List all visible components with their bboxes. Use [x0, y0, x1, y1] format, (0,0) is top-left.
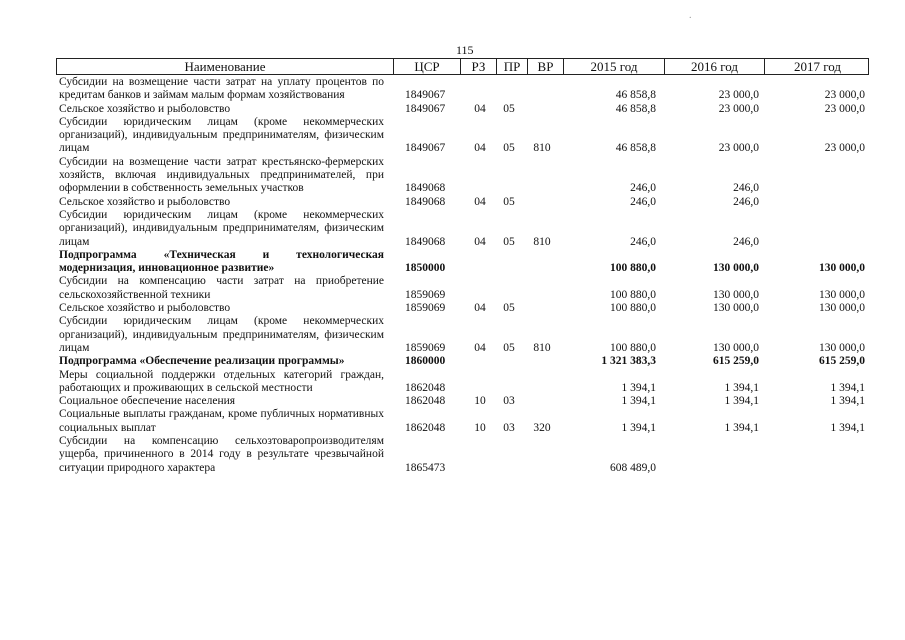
row-value-2016: 1 394,1	[724, 421, 759, 434]
table-row	[56, 156, 871, 196]
row-pr: 05	[503, 341, 515, 354]
row-rz	[468, 89, 492, 102]
row-vr	[527, 103, 557, 116]
row-csr: 1862048	[405, 381, 446, 394]
row-rz: 10	[474, 421, 486, 434]
row-rz: 04	[474, 102, 486, 115]
row-rz	[468, 182, 492, 195]
row-value-2016: 130 000,0	[713, 262, 759, 275]
row-value-2016: 130 000,0	[713, 288, 759, 301]
row-vr	[527, 262, 557, 275]
row-value-2017: 23 000,0	[824, 102, 865, 115]
row-value-2015: 100 880,0	[610, 341, 656, 354]
row-value-2017: 1 394,1	[830, 421, 865, 434]
row-value-2015: 46 858,8	[615, 89, 656, 102]
header-pr: ПР	[496, 59, 527, 74]
table-row	[56, 116, 871, 156]
row-value-2016: 130 000,0	[713, 341, 759, 354]
row-name: Сельское хозяйство и рыболовство	[59, 102, 231, 115]
row-vr	[527, 382, 557, 395]
row-rz: 04	[474, 302, 486, 315]
row-pr: 03	[503, 395, 515, 408]
row-vr	[527, 462, 557, 475]
page-number: 115	[456, 43, 474, 57]
row-value-2015: 246,0	[630, 195, 656, 208]
row-csr: 1849068	[405, 182, 446, 195]
row-pr	[497, 89, 521, 102]
row-value-2016: 615 259,0	[713, 355, 759, 368]
row-name: Субсидии юридическим лицам (кроме некоммерческих организаций), индивидуальным предпринимателям, физическим лицам	[59, 115, 384, 155]
corner-mark: .	[689, 10, 692, 21]
row-value-2015: 1 321 383,3	[601, 355, 656, 368]
row-value-2016: 1 394,1	[724, 381, 759, 394]
table-row	[56, 76, 871, 103]
row-value-2016: 246,0	[733, 195, 759, 208]
row-name: Субсидии на возмещение части затрат на уплату процентов по кредитам банков и займам малым формам хозяйствования	[59, 76, 384, 102]
row-rz: 04	[474, 142, 486, 155]
row-name: Субсидии юридическим лицам (кроме некоммерческих организаций), индивидуальным предпринимателям, физическим лицам	[59, 208, 384, 248]
row-name: Субсидии на компенсацию сельхозтоваропроизводителям ущерба, причиненного в 2014 году в результате чрезвычайной ситуации природного характера	[59, 435, 384, 474]
row-rz: 10	[474, 395, 486, 408]
table-row	[56, 315, 871, 355]
row-value-2017: 615 259,0	[819, 355, 865, 368]
header-vr: ВР	[527, 59, 563, 74]
row-vr: 810	[533, 341, 551, 354]
row-vr	[527, 395, 557, 408]
row-name: Социальное обеспечение населения	[59, 395, 236, 408]
row-value-2015: 100 880,0	[610, 262, 656, 275]
row-value-2017: 1 394,1	[830, 395, 865, 408]
row-csr: 1859069	[405, 288, 446, 301]
row-vr	[527, 182, 557, 195]
row-value-2016: 23 000,0	[718, 142, 759, 155]
row-name: Подпрограмма «Техническая и технологическая модернизация, инновационное развитие»	[59, 248, 384, 275]
row-pr: 03	[503, 421, 515, 434]
row-value-2015: 608 489,0	[610, 461, 656, 474]
row-vr	[527, 302, 557, 315]
row-rz: 04	[474, 235, 486, 248]
row-value-2017: 130 000,0	[819, 262, 865, 275]
row-csr: 1862048	[405, 421, 446, 434]
row-value-2015: 1 394,1	[621, 421, 656, 434]
row-rz	[468, 289, 492, 302]
row-csr: 1849068	[405, 235, 446, 248]
row-rz	[468, 262, 492, 275]
row-vr	[527, 196, 557, 209]
row-csr: 1859069	[405, 341, 446, 354]
row-value-2016: 23 000,0	[718, 89, 759, 102]
row-vr: 810	[533, 142, 551, 155]
row-value-2017: 130 000,0	[819, 302, 865, 315]
row-value-2017: 130 000,0	[819, 288, 865, 301]
row-name: Подпрограмма «Обеспечение реализации программы»	[59, 355, 345, 368]
row-vr	[527, 355, 557, 368]
row-vr	[527, 289, 557, 302]
row-vr: 320	[533, 421, 551, 434]
row-csr: 1860000	[405, 355, 446, 368]
row-rz	[468, 355, 492, 368]
table-body	[56, 76, 871, 475]
table-row	[56, 196, 871, 209]
row-value-2016: 246,0	[733, 182, 759, 195]
row-value-2017: 23 000,0	[824, 142, 865, 155]
row-csr: 1865473	[405, 461, 446, 474]
row-value-2015: 246,0	[630, 235, 656, 248]
table-row	[56, 369, 871, 396]
row-value-2015: 46 858,8	[615, 142, 656, 155]
row-value-2016: 23 000,0	[718, 102, 759, 115]
row-csr: 1850000	[405, 262, 446, 275]
row-value-2015: 1 394,1	[621, 381, 656, 394]
row-csr: 1849068	[405, 195, 446, 208]
row-pr	[497, 462, 521, 475]
table-header	[56, 58, 869, 75]
table-row	[56, 275, 871, 302]
row-pr: 05	[503, 235, 515, 248]
row-csr: 1862048	[405, 395, 446, 408]
row-name: Сельское хозяйство и рыболовство	[59, 302, 231, 315]
row-value-2015: 100 880,0	[610, 302, 656, 315]
header-2015: 2015 год	[563, 59, 664, 74]
row-pr: 05	[503, 102, 515, 115]
row-csr: 1849067	[405, 142, 446, 155]
row-rz	[468, 462, 492, 475]
row-value-2015: 100 880,0	[610, 288, 656, 301]
row-pr: 05	[503, 142, 515, 155]
row-value-2016: 130 000,0	[713, 302, 759, 315]
row-name: Меры социальной поддержки отдельных категорий граждан, работающих и проживающих в сельской местности	[59, 368, 384, 394]
row-pr	[497, 262, 521, 275]
header-2016: 2016 год	[664, 59, 764, 74]
table-row	[56, 395, 871, 408]
table-row	[56, 355, 871, 368]
row-vr: 810	[533, 235, 551, 248]
row-rz	[468, 382, 492, 395]
row-value-2016: 246,0	[733, 235, 759, 248]
row-value-2015: 246,0	[630, 182, 656, 195]
header-2017: 2017 год	[764, 59, 870, 74]
row-value-2016: 1 394,1	[724, 395, 759, 408]
row-csr: 1849067	[405, 89, 446, 102]
row-value-2017: 23 000,0	[824, 89, 865, 102]
header-csr: ЦСР	[393, 59, 460, 74]
table-row	[56, 435, 871, 475]
table-row	[56, 209, 871, 249]
row-rz: 04	[474, 195, 486, 208]
row-name: Субсидии на компенсацию части затрат на приобретение сельскохозяйственной техники	[59, 275, 384, 301]
row-name: Субсидии юридическим лицам (кроме некоммерческих организаций), индивидуальным предпринимателям, физическим лицам	[59, 315, 384, 354]
row-pr: 05	[503, 195, 515, 208]
row-value-2017: 130 000,0	[819, 341, 865, 354]
row-value-2015: 1 394,1	[621, 395, 656, 408]
row-pr	[497, 182, 521, 195]
row-vr	[527, 89, 557, 102]
table-row	[56, 249, 871, 276]
row-name: Социальные выплаты гражданам, кроме публичных нормативных социальных выплат	[59, 408, 384, 434]
table-row	[56, 408, 871, 435]
table-row	[56, 302, 871, 315]
header-name: Наименование	[184, 59, 266, 74]
row-csr: 1849067	[405, 102, 446, 115]
header-rz: РЗ	[460, 59, 496, 74]
row-name: Субсидии на возмещение части затрат крестьянско-фермерских хозяйств, включая индивидуальных предпринимателей, при оформлении в собственность земельных участков	[59, 155, 384, 195]
row-value-2015: 46 858,8	[615, 102, 656, 115]
row-rz: 04	[474, 341, 486, 354]
row-pr	[497, 382, 521, 395]
table-row	[56, 103, 871, 116]
row-value-2017: 1 394,1	[830, 381, 865, 394]
row-pr	[497, 289, 521, 302]
row-csr: 1859069	[405, 302, 446, 315]
row-pr: 05	[503, 302, 515, 315]
row-pr	[497, 355, 521, 368]
row-name: Сельское хозяйство и рыболовство	[59, 195, 231, 208]
